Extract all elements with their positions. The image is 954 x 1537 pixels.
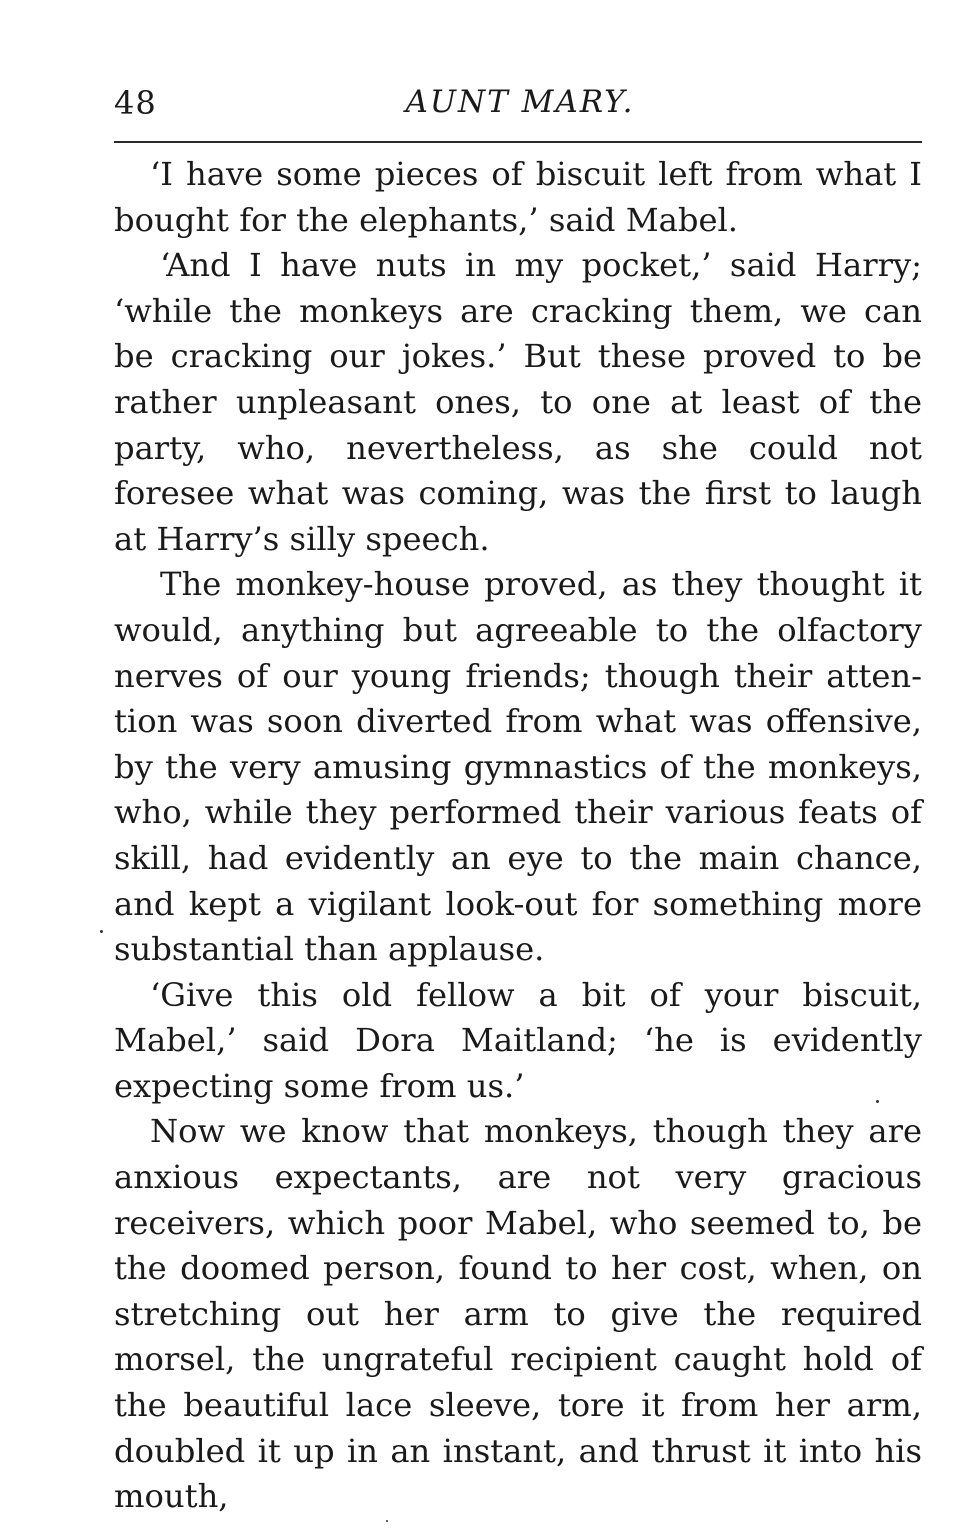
paragraph-5: Now we know that monkeys, though they are anxious expectants, are not very gracious receivers, which poor Mabel, who seemed to, be the doomed person, found to her cost, when, on stretching out her arm to give the required morsel, the ungrateful recipient caught hold of the beautiful lace sleeve, tore it from her arm, doubled it up in an instant, and thrust it into his mouth, bbox=[114, 1112, 922, 1516]
paragraph-3: The monkey-house proved, as they thought it would, anything but agreeable to the olfactory nerves of our young friends; though their attention was soon diverted from what was offensive, by the very amusing gymnastics of the monkeys, who, while they performed their various feats of skill, had evidently an eye to the main chance, and kept a vigilant look-out for something more substantial than applause. bbox=[114, 565, 922, 969]
page-number: 48 bbox=[114, 84, 157, 122]
page-header bbox=[114, 76, 926, 126]
paragraph-4: ‘Give this old fellow a bit of your biscuit, Mabel,’ said Dora Maitland; ‘he is evidently expecting some from us.’ bbox=[114, 975, 922, 1105]
header-rule bbox=[114, 141, 922, 143]
ink-speck bbox=[386, 1520, 388, 1522]
ink-speck bbox=[876, 1100, 879, 1103]
paragraph-1: ‘I have some pieces of biscuit left from what I bought for the elephants,’ said Mabel. bbox=[114, 155, 922, 239]
ink-speck bbox=[100, 930, 103, 933]
body-text bbox=[114, 152, 922, 1520]
running-title: AUNT MARY. bbox=[405, 84, 635, 120]
paragraph-2: ‘And I have nuts in my pocket,’ said Harry; ‘while the monkeys are cracking them, we can be cracking our jokes.’ But these proved to be rather unpleasant ones, to one at least of the party, who, nevertheless, as she could not foresee what was coming, was the first to laugh at Harry’s silly speech. bbox=[114, 246, 922, 558]
